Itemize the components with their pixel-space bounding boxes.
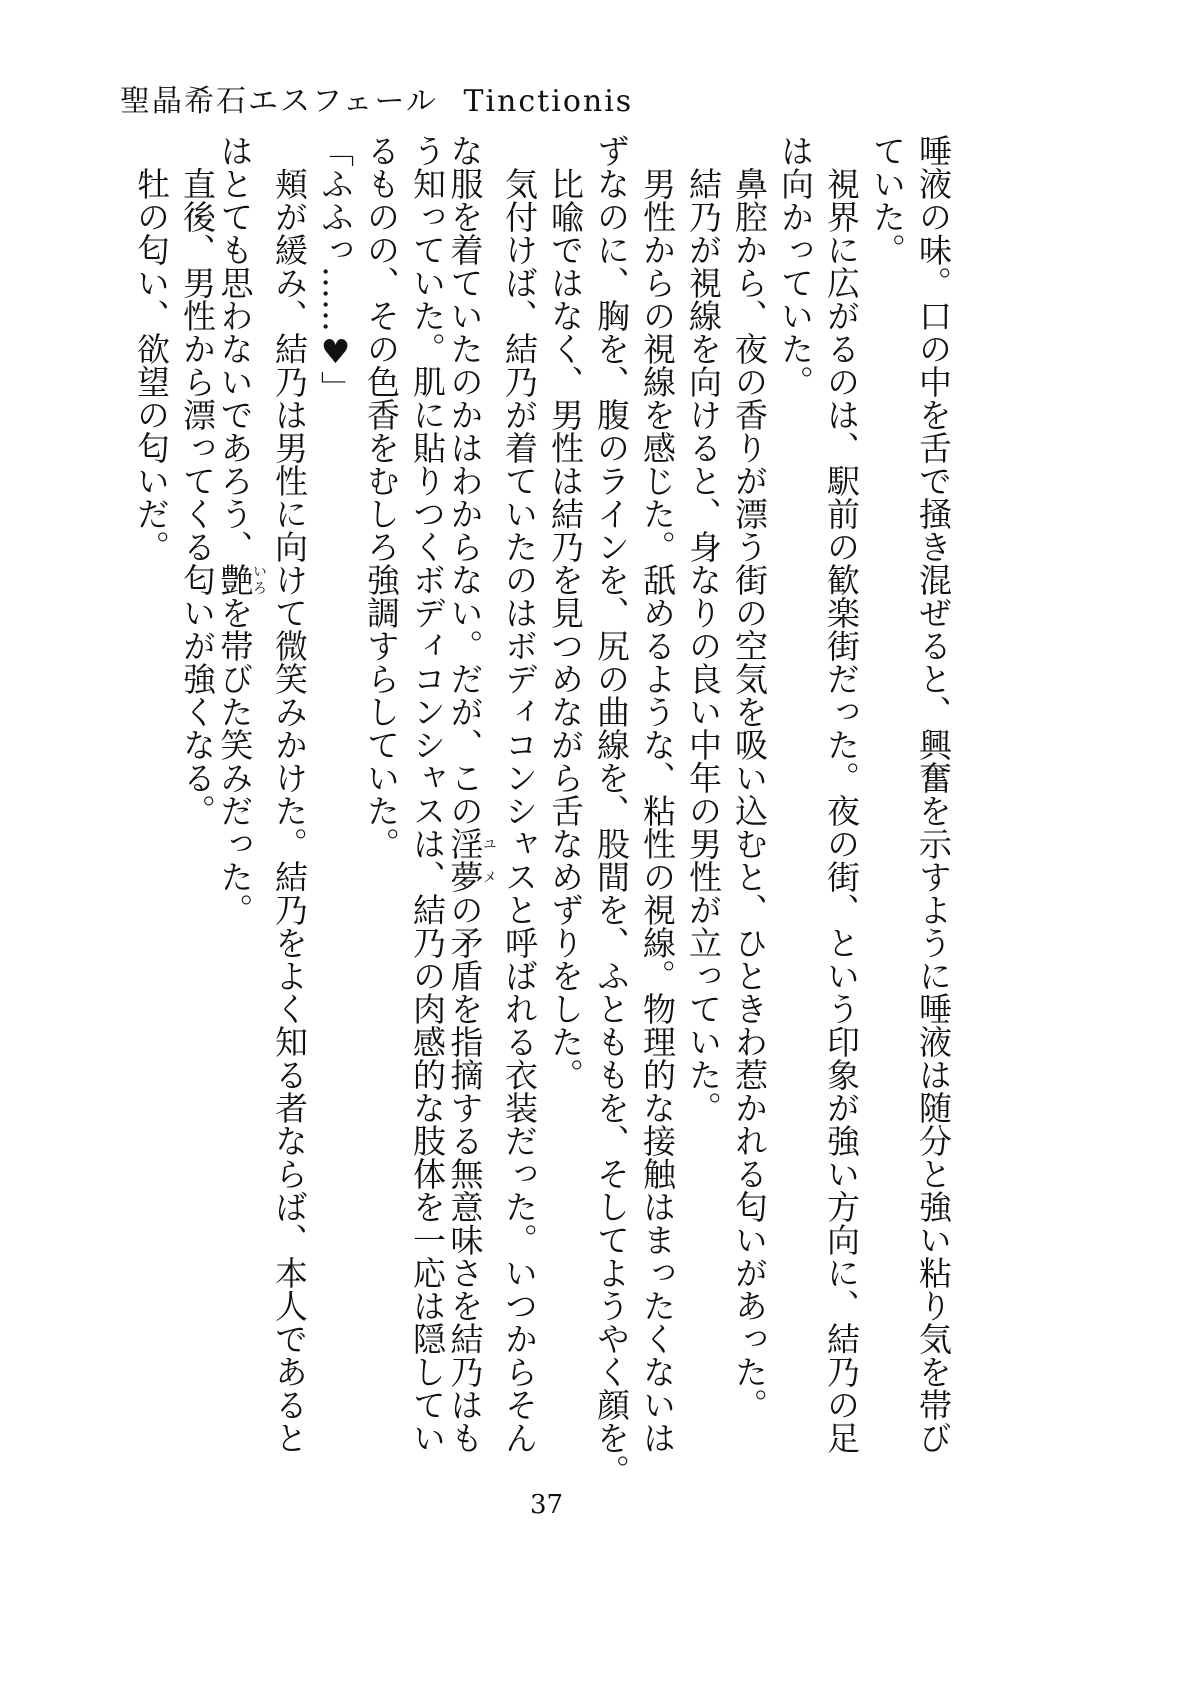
text-line: 唾液の味。口の中を舌で掻き混ぜると、興奮を示すように唾液は随分と強い粘り気を帯び (914, 134, 953, 1454)
text-line: 比喩ではなく、男性は結乃を見つめながら舌なめずりをした。 (546, 134, 585, 1091)
text-line: ていた。 (868, 134, 907, 266)
ruby-base: 淫夢 (445, 827, 485, 893)
ruby-base: 艶 (215, 563, 255, 596)
ruby-word (445, 827, 497, 893)
text-line: 視界に広がるのは、駅前の歓楽街だった。夜の街、という印象が強い方向に、結乃の足 (822, 134, 861, 1454)
text-line: るものの、その色香をむしろ強調すらしていた。 (362, 134, 401, 860)
text-line: 男性からの視線を感じた。舐めるような、粘性の視線。物理的な接触はまったくないは (638, 134, 677, 1454)
text-line: 牡の匂い、欲望の匂いだ。 (132, 134, 171, 563)
text-line: う知っていた。肌に貼りつくボディコンシャスは、結乃の肉感的な肢体を一応は隠してい (408, 134, 447, 1454)
text-line: 頬が緩み、結乃は男性に向けて微笑みかけた。結乃をよく知る者ならば、本人であると (270, 134, 309, 1454)
ruby-text: ユメ (481, 827, 497, 893)
page-number: 37 (530, 1490, 564, 1520)
running-header (120, 76, 633, 120)
text-line (445, 134, 497, 1514)
text-line: ずなのに、胸を、腹のラインを、尻の曲線を、股間を、ふとももを、そしてようやく顔を。 (592, 134, 631, 1487)
text-line: 鼻腔から、夜の香りが漂う街の空気を吸い込むと、ひときわ惹かれる匂いがあった。 (730, 134, 769, 1421)
text-line (215, 134, 267, 1514)
book-subtitle: Tinctionis (463, 84, 634, 119)
book-title: 聖晶希石エスフェール (120, 84, 438, 119)
ruby-word (215, 563, 267, 596)
text-line: 結乃が視線を向けると、身なりの良い中年の男性が立っていた。 (684, 134, 723, 1124)
text-segment: の矛盾を指摘する無意味さを結乃はも (445, 893, 485, 1454)
text-line: 「ふふっ……♥」 (316, 134, 355, 404)
text-line: は向かっていた。 (776, 134, 815, 398)
text-segment: な服を着ていたのかはわからない。だが、この (445, 134, 485, 827)
text-line: 気付けば、結乃が着ていたのはボディコンシャスと呼ばれる衣装だった。いつからそん (500, 134, 539, 1454)
text-segment: はとても思わないであろう、 (215, 134, 255, 563)
text-line: 直後、男性から漂ってくる匂いが強くなる。 (178, 134, 217, 827)
ruby-text: いろ (251, 563, 267, 596)
text-segment: を帯びた笑みだった。 (215, 596, 255, 926)
